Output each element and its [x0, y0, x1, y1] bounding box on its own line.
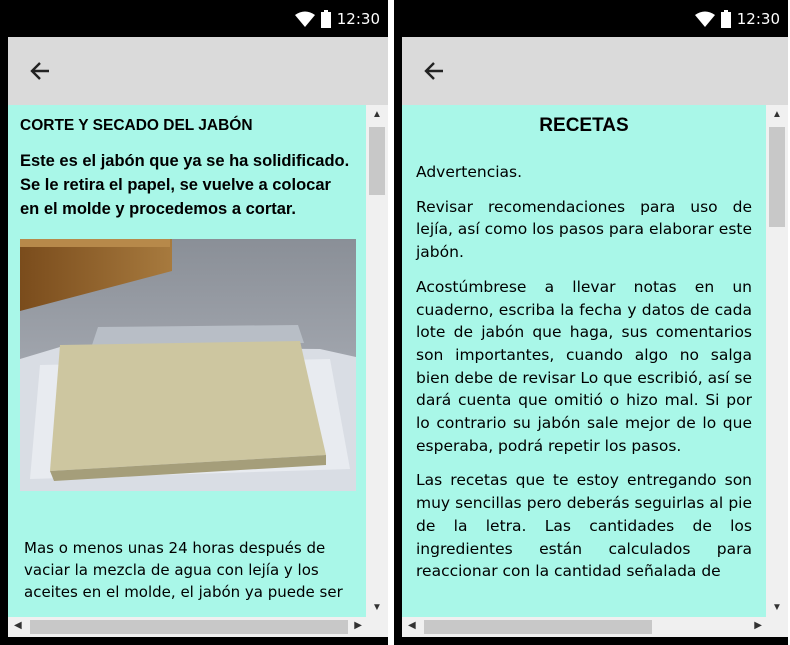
scroll-down-icon[interactable]: ▼: [772, 602, 782, 613]
battery-icon: [321, 10, 331, 28]
body-paragraph: Mas o menos unas 24 horas después de vaciar la mezcla de agua con lejía y los aceites en el molde, el jabón ya puede ser: [24, 539, 343, 601]
page-title: RECETAS: [539, 115, 629, 136]
back-arrow-icon: [29, 60, 51, 82]
scroll-down-icon[interactable]: ▼: [372, 602, 382, 613]
scroll-thumb[interactable]: [769, 127, 785, 227]
status-bar: [0, 0, 388, 37]
vertical-scrollbar[interactable]: [766, 105, 788, 617]
vertical-scrollbar[interactable]: [366, 105, 388, 617]
article-content[interactable]: [8, 105, 366, 617]
horizontal-scroll-thumb[interactable]: [424, 620, 652, 634]
back-button[interactable]: [418, 55, 450, 87]
wifi-icon: [695, 11, 715, 27]
page-title: CORTE Y SECADO DEL JABÓN: [20, 117, 253, 134]
wifi-icon: [295, 11, 315, 27]
horizontal-scrollbar[interactable]: [402, 617, 788, 637]
back-button[interactable]: [24, 55, 56, 87]
paragraph: Advertencias.: [416, 163, 523, 181]
back-arrow-icon: [423, 60, 445, 82]
scroll-up-icon[interactable]: ▲: [372, 109, 382, 120]
scroll-right-icon[interactable]: ▶: [354, 620, 362, 631]
status-bar: [394, 0, 788, 37]
status-time: 12:30: [736, 10, 780, 28]
scroll-left-icon[interactable]: ◀: [408, 620, 416, 631]
battery-icon: [721, 10, 731, 28]
status-time: 12:30: [336, 10, 380, 28]
article-content[interactable]: [402, 105, 766, 617]
lead-paragraph: Este es el jabón que ya se ha solidificado. Se le retira el papel, se vuelve a colocar en el molde y procedemos a cortar.: [20, 152, 350, 218]
app-bar: [8, 37, 388, 105]
scroll-up-icon[interactable]: ▲: [772, 109, 782, 120]
scroll-left-icon[interactable]: ◀: [14, 620, 22, 631]
horizontal-scrollbar[interactable]: [8, 617, 388, 637]
scroll-thumb[interactable]: [369, 127, 385, 195]
right-screen: [394, 0, 788, 645]
paragraph: Las recetas que te estoy entregando son muy sencillas pero deberás seguirlas al pie de la letra. Las cantidades de los ingredientes están calculados para reaccionar con la cantidad señalada de: [416, 471, 752, 581]
left-screen: [0, 0, 388, 645]
horizontal-scroll-thumb[interactable]: [30, 620, 348, 634]
soap-photo: [20, 239, 356, 491]
paragraph: Acostúmbrese a llevar notas en un cuaderno, escriba la fecha y datos de cada lote de jabón que haga, sus comentarios son importantes, cuando algo no salga bien debe de revisar Lo que escribió, así se dará cuenta que omitió o hizo mal. Si por lo contrario su jabón sale mejor de lo que esperaba, podrá repetir los pasos.: [416, 277, 752, 455]
app-bar: [402, 37, 788, 105]
paragraph: Revisar recomendaciones para uso de lejía, así como los pasos para elaborar este jabón.: [416, 197, 753, 262]
scroll-right-icon[interactable]: ▶: [754, 620, 762, 631]
